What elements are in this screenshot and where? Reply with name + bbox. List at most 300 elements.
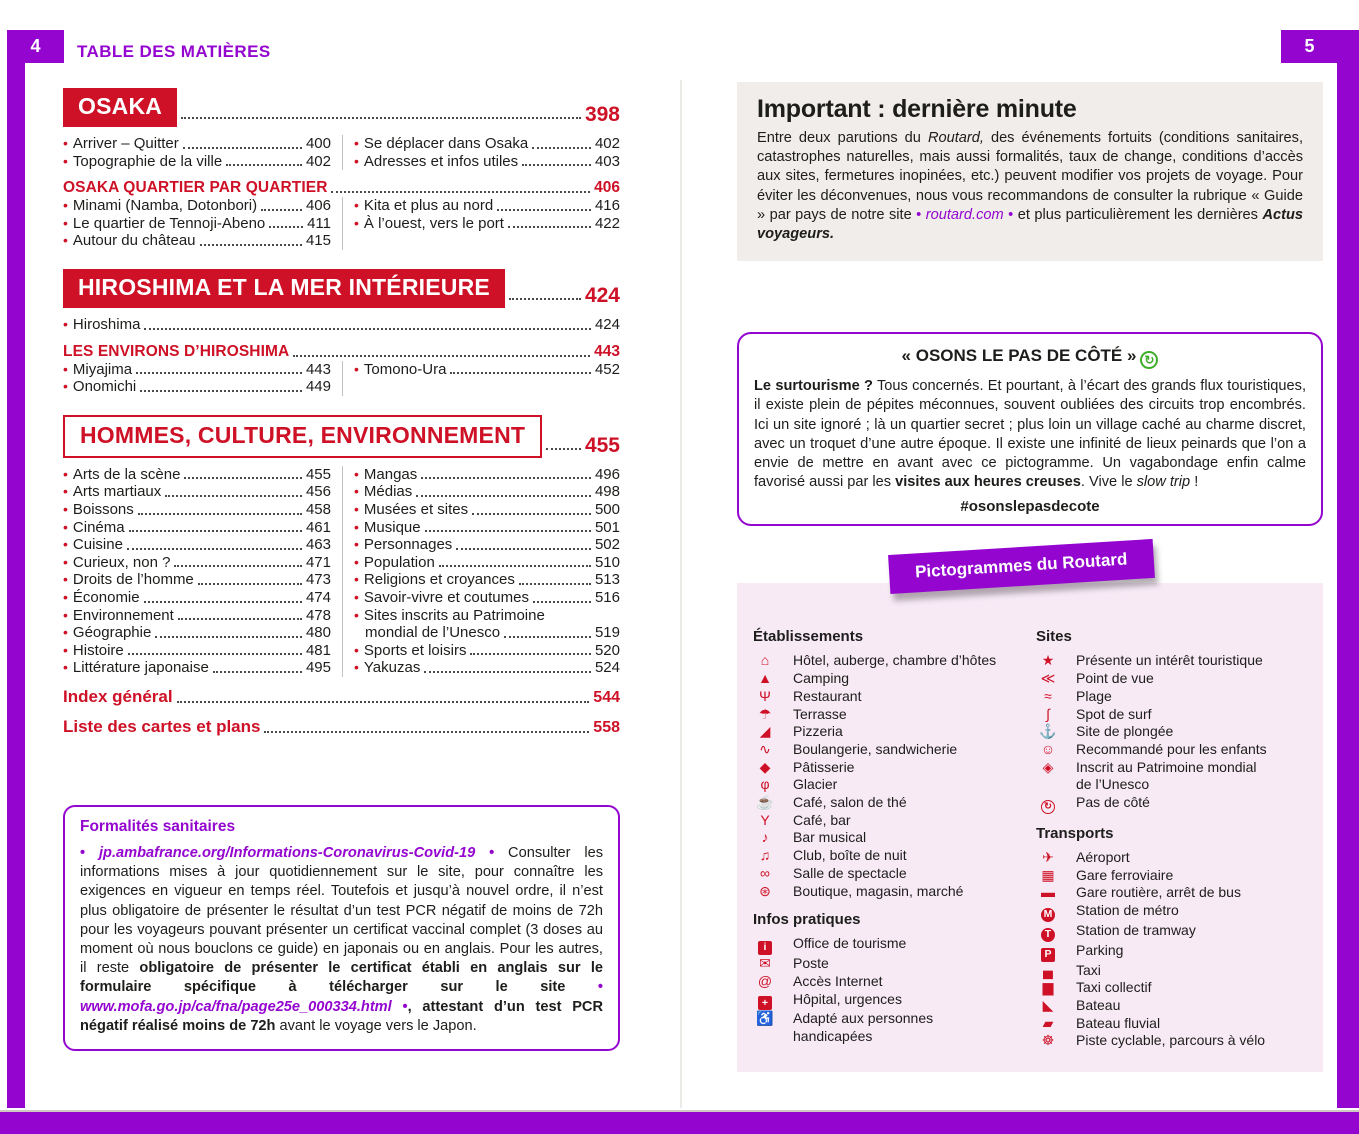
entry-page: 520 [594, 641, 620, 659]
pictogram-label: Présente un intérêt touristique [1076, 652, 1263, 669]
text-segment: ! [1190, 474, 1199, 491]
pictogram-label: Terrasse [793, 705, 847, 722]
tram-icon: T [1041, 928, 1055, 942]
section-banner [63, 415, 620, 458]
text-segment: attestant d’un test PCR négatif réalisé moins de 72h [80, 998, 604, 1034]
pictogram-label: Office de tourisme [793, 935, 907, 952]
section-title: HOMMES, CULTURE, ENVIRONNEMENT [63, 415, 542, 458]
entry-label: Population [363, 553, 435, 571]
entry-label: Histoire [72, 641, 124, 659]
pictogram-label: Boutique, magasin, marché [793, 882, 964, 899]
entry-label: Topographie de la ville [72, 152, 223, 170]
toc-entry [63, 316, 620, 334]
entry-label: Sports et loisirs [363, 641, 467, 659]
dotted-leader [177, 701, 590, 703]
pictogram-entry [753, 973, 1036, 991]
pictogram-label: Poste [793, 955, 829, 972]
dotted-leader [497, 209, 591, 211]
sanitary-formalities-box [63, 805, 620, 1051]
pictogram-entry [1036, 652, 1317, 670]
toc-entry [354, 466, 620, 484]
entry-page: 471 [305, 553, 331, 571]
entry-page: 463 [305, 536, 331, 554]
toc-column [342, 135, 620, 170]
left-page [63, 38, 620, 1034]
pictograms-column-left [753, 617, 1036, 1050]
entry-label: Yakuzas [363, 659, 421, 677]
pictogram-entry [753, 670, 1036, 688]
toc-group [63, 135, 620, 170]
text-segment: avant le voyage vers le Japon. [275, 1017, 477, 1034]
dotted-leader [144, 328, 591, 330]
pictogram-entry [753, 1010, 1036, 1045]
text-segment: • [916, 206, 926, 223]
entry-label: À l’ouest, vers le port [363, 214, 504, 232]
pictogram-label: Parking [1076, 941, 1124, 958]
toc-entry [354, 361, 620, 379]
toc-entry [63, 607, 331, 625]
text-segment: des événements fortuits (conditions sanitaires, catastrophes naturelles, mais aussi formalités, taux de change, conditions d’accès aux sites, fermetures inopinées, etc.) peuvent modifier vos projets de voyage. Pour éviter les déconvenues, nous vous recommandons de consulter la rubrique « Guide » par pays de notre site [757, 130, 1303, 223]
entry-label: Littérature japonaise [72, 659, 209, 677]
toc-entry [354, 135, 620, 153]
dotted-leader [128, 653, 302, 655]
dotted-leader [331, 191, 590, 193]
toc-subheading [63, 179, 620, 197]
bakery-icon: ∿ [759, 740, 771, 757]
dotted-leader [183, 147, 302, 149]
dotted-leader [504, 636, 591, 638]
hotel-icon: ⌂ [760, 652, 770, 669]
pictogram-label: Camping [793, 670, 850, 687]
post-office-icon: ✉ [759, 955, 771, 972]
kids-icon: ☺ [1040, 740, 1056, 757]
bullet: • [63, 360, 68, 377]
pictogram-label: Aéroport [1076, 848, 1130, 865]
pictogram-label: Inscrit au Patrimoine mondial de l’Unesco [1076, 758, 1257, 793]
toc-entry [354, 607, 620, 642]
right-edge-band [1337, 30, 1359, 1108]
toc-entry [63, 466, 331, 484]
section-page: 398 [584, 103, 620, 126]
pictogram-label: Bar musical [793, 829, 867, 846]
toc-column [342, 197, 620, 250]
toc-columns [63, 466, 620, 677]
dotted-leader [213, 671, 302, 673]
text-segment: Routard, [927, 130, 984, 146]
pastry-icon: ◆ [759, 758, 771, 775]
entry-page: 510 [594, 553, 620, 571]
entry-label: Se déplacer dans Osaka [363, 135, 529, 152]
tourist-interest-icon: ★ [1041, 652, 1055, 669]
pictogram-label: Glacier [793, 776, 838, 793]
bar-icon: Y [760, 811, 770, 828]
bullet: • [63, 135, 68, 151]
toc-column [63, 197, 331, 250]
pictogram-entry [1036, 902, 1317, 922]
tea-room-icon: ☕ [756, 794, 774, 811]
text-segment: Actus voyageurs. [757, 206, 1304, 243]
pictogram-entry [753, 776, 1036, 794]
entry-page: 458 [305, 500, 331, 518]
bottom-band [0, 1110, 1359, 1134]
terrace-icon: ☂ [758, 705, 772, 722]
bullet: • [63, 553, 68, 570]
pictogram-label: Hôpital, urgences [793, 990, 902, 1007]
hashtag: #osonslepasdecote [960, 498, 1100, 516]
entry-page: 415 [305, 232, 331, 250]
pictogram-entry [753, 723, 1036, 741]
section-page: 424 [584, 283, 620, 307]
shop-icon: ⊛ [759, 882, 771, 899]
bullet: • [63, 152, 68, 169]
entry-label: Géographie [72, 624, 152, 642]
entry-page: 402 [305, 152, 331, 170]
entry-label: Savoir-vivre et coutumes [363, 588, 529, 606]
bullet: • [63, 571, 68, 588]
box-title: « OSONS LE PAS DE CÔTÉ » ↻ [754, 346, 1306, 369]
index-label: Index général [63, 686, 173, 706]
dotted-leader [140, 390, 302, 392]
bullet: • [354, 553, 359, 570]
pictograms-column-right [1036, 617, 1317, 1050]
entry-label: Médias [363, 483, 413, 501]
pictogram-entry [1036, 706, 1317, 724]
entry-page: 416 [594, 197, 620, 215]
pictogram-entry [753, 812, 1036, 830]
pictograms-panel [737, 549, 1323, 1072]
bullet: • [354, 214, 359, 231]
text-segment: Consulter les informations mises à jour quotidiennement sur le site, pour connaître les exigences en vigueur en temps réel. Toutefois et jusqu’à nouvel ordre, il n’est plus obligatoire de présenter le résultat d’un test PCR négatif de moins de 72h pour les voyageurs pouvant présenter un certificat vaccinal complet (3 doses au moment où nous bouclons ce guide) en japonais ou en anglais. Pour les autres, il reste [80, 845, 604, 977]
text-segment: jp.ambafrance.org/Informations-Coronavirus-Covid-19 [98, 845, 476, 861]
bus-station-icon: ▬ [1041, 884, 1055, 901]
pictogram-entry [753, 991, 1036, 1011]
text-segment: et plus particulièrement les dernières [1013, 206, 1263, 223]
pictogram-label: Taxi collectif [1076, 979, 1152, 996]
index-page: 544 [593, 688, 620, 706]
dotted-leader [200, 244, 302, 246]
toc-entry [354, 659, 620, 677]
bullet: • [63, 659, 68, 676]
pictogram-entry [753, 741, 1036, 759]
toc-entry [354, 571, 620, 589]
entry-label: Arts de la scène [72, 465, 181, 483]
bullet: • [354, 641, 359, 658]
pictogram-entry [1036, 1015, 1317, 1033]
dotted-leader [165, 495, 302, 497]
entry-page: 500 [594, 500, 620, 518]
bullet: • [354, 500, 359, 517]
dotted-leader [450, 372, 591, 374]
pictogram-label: Piste cyclable, parcours à vélo [1076, 1032, 1266, 1049]
pictogram-label: Station de métro [1076, 902, 1179, 919]
metro-icon [1036, 902, 1060, 922]
entry-label: Onomichi [72, 378, 137, 396]
pictogram-entry [1036, 962, 1317, 980]
river-boat-icon: ▰ [1042, 1014, 1054, 1031]
pas-de-cote-icon: ↻ [1140, 351, 1158, 369]
section-title: HIROSHIMA ET LA MER INTÉRIEURE [63, 269, 505, 308]
page-number-right: 5 [1281, 30, 1338, 63]
pictogram-label: Café, salon de thé [793, 794, 907, 811]
pictogram-entry [753, 847, 1036, 865]
dotted-leader [546, 448, 581, 450]
entry-page: 474 [305, 588, 331, 606]
pictogram-category-heading: Établissements [753, 628, 864, 646]
dotted-leader [456, 548, 591, 550]
parking-icon [1036, 942, 1060, 962]
bullet: • [354, 483, 359, 500]
toc-columns [63, 361, 620, 396]
camping-icon: ▲ [758, 670, 772, 687]
toc-entry [354, 483, 620, 501]
bullet: • [63, 315, 68, 332]
toc-entry [63, 624, 331, 642]
bullet: • [354, 536, 359, 553]
pictogram-label: Club, boîte de nuit [793, 847, 907, 864]
left-edge-band [7, 30, 25, 1108]
bullet: • [354, 152, 359, 169]
entry-page: 411 [307, 214, 331, 232]
music-bar-icon: ♪ [761, 829, 769, 846]
toc-entry [63, 215, 331, 233]
entry-page: 524 [594, 659, 620, 677]
bullet: • [354, 588, 359, 605]
dotted-leader [425, 530, 591, 532]
pictogram-entry [1036, 884, 1317, 902]
bullet: • [354, 659, 359, 676]
toc-entry [63, 153, 331, 171]
pictogram-label: Bateau fluvial [1076, 1014, 1161, 1031]
toc-group [63, 343, 620, 396]
pictogram-entry [753, 706, 1036, 724]
pictogram-label: Station de tramway [1076, 921, 1196, 938]
page-number-left: 4 [7, 30, 64, 63]
toc-entry [354, 642, 620, 660]
pictogram-category-heading: Sites [1036, 628, 1072, 646]
entry-page: 403 [594, 152, 620, 170]
toc-entry [63, 197, 331, 215]
toc-entry [63, 554, 331, 572]
pictogram-entry [1036, 867, 1317, 885]
entry-page: 478 [305, 606, 331, 624]
dotted-leader [470, 653, 591, 655]
pictogram-label: Gare routière, arrêt de bus [1076, 884, 1241, 901]
bullet: • [63, 214, 68, 231]
text-segment: , [407, 998, 423, 1015]
toc-entry [354, 589, 620, 607]
text-segment: Le surtourisme ? [754, 378, 873, 395]
pictogram-label: Site de plongée [1076, 723, 1174, 740]
entry-label: Minami (Namba, Dotonbori) [72, 197, 258, 215]
tram-icon [1036, 922, 1060, 942]
toc-entry [354, 519, 620, 537]
bullet: • [63, 518, 68, 535]
pictogram-label: Café, bar [793, 811, 851, 828]
viewpoint-icon: ≪ [1040, 670, 1056, 687]
pictogram-entry [1036, 997, 1317, 1015]
index-label: Liste des cartes et plans [63, 716, 261, 736]
box-body [757, 129, 1303, 244]
entry-page: 516 [594, 588, 620, 606]
pictogram-entry [1036, 979, 1317, 997]
bullet: • [63, 641, 68, 658]
text-segment: www.mofa.go.jp/ca/fna/page25e_000334.html [80, 998, 392, 1015]
entry-page: 513 [594, 571, 620, 589]
dotted-leader [138, 513, 302, 515]
dotted-leader [144, 601, 302, 603]
bullet: • [63, 483, 68, 500]
surf-icon: ∫ [1046, 705, 1050, 722]
dotted-leader [439, 565, 591, 567]
toc-entry [354, 501, 620, 519]
entry-page: 502 [594, 536, 620, 554]
toc-entry [354, 536, 620, 554]
text-segment: slow trip [1136, 474, 1191, 491]
entry-label: Religions et croyances [363, 571, 515, 589]
toc-column [63, 135, 331, 170]
dotted-leader [522, 164, 591, 166]
dotted-leader [532, 147, 591, 149]
toc-group [63, 316, 620, 334]
entry-label: Économie [72, 588, 140, 606]
entry-page: 402 [594, 135, 620, 152]
entry-label: Environnement [72, 606, 174, 624]
entry-page: 455 [305, 465, 331, 483]
toc-entry [354, 197, 620, 215]
subheading-label: OSAKA QUARTIER PAR QUARTIER [63, 179, 328, 197]
right-page [737, 82, 1323, 1072]
pictogram-category-heading: Infos pratiques [753, 911, 861, 929]
section-banner [63, 88, 620, 127]
entry-page: 406 [305, 197, 331, 215]
pictogram-label: Hôtel, auberge, chambre d’hôtes [793, 652, 997, 669]
dotted-leader [181, 117, 581, 119]
dotted-leader [264, 731, 589, 733]
entry-label: Hiroshima [72, 315, 141, 333]
pictogram-entry [753, 688, 1036, 706]
entry-label: Boissons [72, 500, 134, 518]
text-segment: . Vive le [1080, 474, 1137, 491]
metro-icon: M [1041, 908, 1055, 922]
bullet: • [354, 465, 359, 482]
bullet: • [354, 518, 359, 535]
toc-subheading [63, 343, 620, 361]
important-last-minute-box [737, 82, 1323, 261]
entry-page: 452 [594, 360, 620, 378]
dotted-leader [198, 583, 302, 585]
entry-label: Mangas [363, 465, 418, 483]
toc-columns [63, 197, 620, 250]
entry-page: 443 [305, 360, 331, 378]
pictogram-entry [753, 652, 1036, 670]
bullet: • [354, 197, 359, 214]
dotted-leader [226, 164, 302, 166]
index-entry [63, 687, 620, 707]
internet-icon: @ [757, 972, 773, 989]
pictogram-label: Salle de spectacle [793, 864, 907, 881]
taxi-icon: ▄ [1043, 961, 1053, 978]
entry-label: Miyajima [72, 360, 133, 378]
entry-label: Musique [363, 518, 421, 536]
entry-page: 422 [594, 214, 620, 232]
index-entry [63, 717, 620, 737]
pictogram-label: Pizzeria [793, 723, 843, 740]
entry-page: 400 [305, 135, 331, 152]
box-body [80, 844, 603, 1036]
pictogram-label: Restaurant [793, 687, 862, 704]
pictogram-label: Taxi [1076, 961, 1101, 978]
toc-group [63, 179, 620, 250]
pictogram-entry [1036, 741, 1317, 759]
entry-page: 481 [305, 641, 331, 659]
index-page: 558 [593, 718, 620, 736]
table-of-contents [63, 88, 620, 737]
subheading-label: LES ENVIRONS D’HIROSHIMA [63, 342, 290, 360]
pictogram-label: Pas de côté [1076, 794, 1150, 811]
entry-page: 456 [305, 483, 331, 501]
dotted-leader [174, 565, 302, 567]
toc-column [63, 361, 331, 396]
entry-label: Le quartier de Tennoji-Abeno [72, 214, 266, 232]
toc-column [342, 361, 620, 396]
bullet: • [63, 232, 68, 249]
pictogram-entry [1036, 1032, 1317, 1050]
pas-de-cote-icon [1036, 794, 1060, 814]
dotted-leader [293, 355, 590, 357]
entry-label: Arriver – Quitter [72, 135, 179, 152]
entry-label: Droits de l’homme [72, 571, 194, 589]
hospital-icon [753, 991, 777, 1011]
bullet: • [63, 606, 68, 623]
subheading-page: 443 [594, 342, 620, 360]
pictogram-label: Recommandé pour les enfants [1076, 740, 1267, 757]
text-segment: Entre deux parutions du [757, 130, 928, 146]
show-venue-icon: ∞ [760, 864, 770, 881]
dotted-leader [416, 495, 591, 497]
pictogram-entry [1036, 759, 1317, 794]
beach-icon: ≈ [1044, 687, 1052, 704]
text-segment: • [475, 845, 509, 861]
text-segment: routard.com [925, 206, 1004, 223]
dotted-leader [178, 618, 302, 620]
section-page: 455 [584, 433, 620, 457]
bullet: • [354, 135, 359, 151]
subheading-page: 406 [594, 179, 620, 197]
dotted-leader [533, 601, 591, 603]
bullet: • [63, 536, 68, 553]
restaurant-icon: Ψ [759, 687, 771, 704]
pas-de-cote-icon: ↻ [1041, 800, 1055, 814]
dotted-leader [472, 513, 591, 515]
pictogram-category-heading: Transports [1036, 824, 1114, 842]
bullet: • [63, 588, 68, 605]
text-segment: obligatoire de présenter le certificat établi en anglais sur le formulaire spécifique à télécharger sur le site [80, 960, 603, 996]
toc-entry [354, 554, 620, 572]
section-banner [63, 269, 620, 308]
osons-le-pas-de-cote-box [737, 332, 1323, 526]
box-title: Important : dernière minute [757, 95, 1077, 123]
bullet: • [63, 500, 68, 517]
toc-entry [63, 519, 331, 537]
entry-page: 496 [594, 465, 620, 483]
dotted-leader [127, 548, 302, 550]
toc-entry [63, 589, 331, 607]
entry-page: 424 [594, 315, 620, 333]
pictogram-label: Adapté aux personnes handicapées [793, 1010, 934, 1045]
pictogram-label: Point de vue [1076, 670, 1154, 687]
dotted-leader [269, 226, 303, 228]
tourist-office-icon [753, 935, 777, 955]
